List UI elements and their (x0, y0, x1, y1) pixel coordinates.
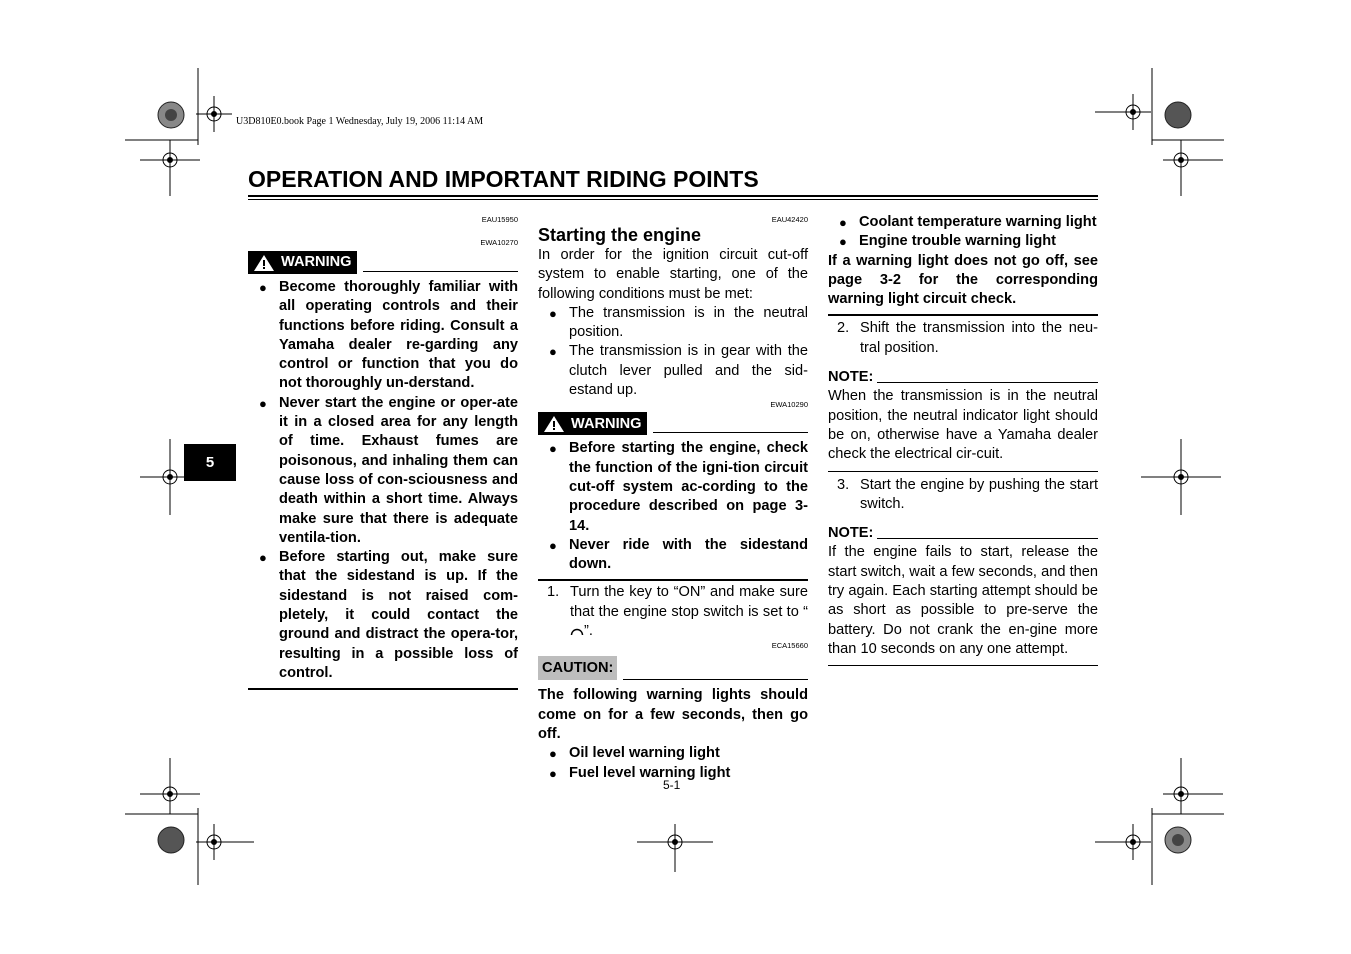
bullet-dot-icon: ● (839, 234, 847, 250)
bullet-dot-icon: ● (549, 537, 557, 553)
bullet-dot-icon: ● (259, 395, 267, 411)
step-number: 3. (837, 476, 850, 493)
bullet-dot-icon: ● (549, 344, 557, 360)
section-rule (828, 314, 1098, 316)
list-item: ● The transmission is in the neutral position. (549, 304, 808, 341)
warning-line (363, 271, 518, 272)
intro-paragraph: In order for the ignition circuit cut-off system to enable starting, one of the following conditions must be met: (538, 247, 808, 302)
step-item: 2. Shift the transmission into the neu-tral position. (837, 320, 1098, 356)
warning-label: WARNING (281, 254, 352, 271)
column-2 (538, 215, 808, 783)
list-item: ● Before starting out, make sure that the sidestand is up. If the sidestand is not raised com-pletely, it could contact the ground and distract the opera-tor, resulting in a possible loss of control. (259, 549, 518, 681)
ref-code: EWA10290 (770, 400, 808, 410)
list-item: ● Become thoroughly familiar with all operating controls and their functions before riding. Consult a Yamaha dealer re-garding any control or function that you do not thoroughly un-derstand. (259, 279, 518, 392)
step-item: 1. Turn the key to “ON” and make sure that the engine stop switch is set to “”. (547, 584, 808, 640)
section-rule (538, 579, 808, 581)
caution-line (623, 679, 808, 680)
book-header: U3D810E0.book Page 1 Wednesday, July 19, 2006 11:14 AM (236, 116, 484, 127)
list-item: ● Engine trouble warning light (828, 232, 1098, 251)
warning-header (248, 251, 518, 274)
section-rule (248, 688, 518, 690)
bullet-dot-icon: ● (549, 746, 557, 762)
step-item: 3. Start the engine by pushing the start switch. (837, 476, 1098, 512)
note-end-rule (828, 471, 1098, 472)
list-item: ● Never start the engine or oper-ate it in a closed area for any length of time. Exhaust fumes are poisonous, and inhaling them can cause loss of con-sciousness and death within a short time. Always make sure that there is adequate ventila-tion. (259, 394, 518, 546)
ref-code: EAU42420 (771, 215, 808, 224)
list-item: ● Fuel level warning light (538, 764, 808, 783)
bullet-dot-icon: ● (549, 765, 557, 781)
note-label: NOTE: (828, 525, 874, 542)
ref-code: EWA10270 (480, 238, 518, 247)
step-number: 1. (547, 584, 560, 601)
column-3 (828, 213, 1098, 666)
list-item: ● Coolant temperature warning light (828, 213, 1098, 232)
note-line (877, 382, 1098, 383)
ref-code: ECA15660 (771, 641, 808, 651)
page-number: 5-1 (663, 778, 681, 792)
note-end-rule (828, 665, 1098, 666)
bullet-dot-icon: ● (549, 441, 557, 457)
ref-code: EAU15950 (481, 215, 518, 224)
note-header (828, 368, 1098, 387)
light-note: If a warning light does not go off, see page 3-2 for the corresponding warning light circuit check. (828, 252, 1098, 308)
note-header (828, 524, 1098, 543)
step-number: 2. (837, 320, 850, 337)
list-item: ● The transmission is in gear with the clutch lever pulled and the sid-estand up. (549, 343, 808, 399)
bullet-dot-icon: ● (549, 305, 557, 321)
caution-badge: CAUTION: (538, 656, 617, 680)
list-item: ● Never ride with the sidestand down. (549, 536, 808, 573)
page-title: OPERATION AND IMPORTANT RIDING POINTS (248, 166, 759, 192)
list-item: ● Before starting the engine, check the function of the igni-tion circuit cut-off system ac-cording to the procedure described on page 3-14. (549, 440, 808, 534)
warning-badge (248, 251, 357, 274)
section-heading: Starting the engine (538, 225, 702, 245)
note-line (877, 538, 1098, 539)
warning-label: WARNING (571, 415, 642, 432)
list-item: ● Oil level warning light (538, 744, 808, 763)
warning-header (538, 412, 808, 435)
bullet-dot-icon: ● (259, 550, 267, 566)
bullet-dot-icon: ● (839, 215, 847, 230)
warning-triangle-icon (543, 415, 565, 433)
note-text: When the transmission is in the neutral position, the neutral indicator light should be on, otherwise have a Yamaha dealer check the electrical cir-cuit. (828, 388, 1098, 463)
engine-stop-run-icon (570, 624, 584, 636)
note-text: If the engine fails to start, release the start switch, wait a few seconds, and then try again. Each starting attempt should be as short as possible to pre-serve the battery. Do not crank the en-gine more than 10 seconds on any one attempt. (828, 544, 1098, 657)
warning-line (653, 432, 808, 433)
warning-triangle-icon (253, 254, 275, 272)
note-label: NOTE: (828, 369, 874, 386)
chapter-tab: 5 (184, 444, 236, 481)
bullet-dot-icon: ● (259, 280, 267, 295)
title-rule (248, 195, 1098, 197)
column-1 (248, 215, 518, 690)
title-rule-thin (248, 199, 1098, 200)
caution-header (538, 656, 808, 680)
caution-text: The following warning lights should come on for a few seconds, then go off. (538, 687, 808, 742)
warning-badge (538, 412, 647, 435)
